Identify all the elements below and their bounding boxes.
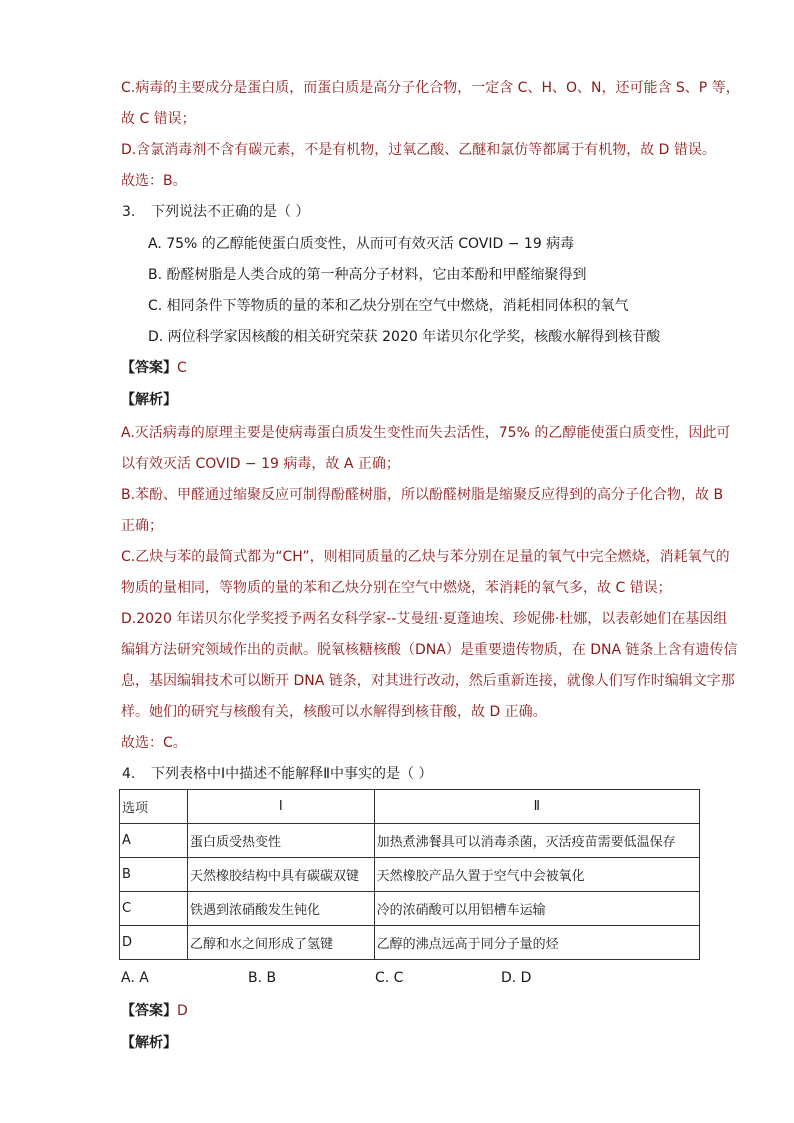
table-row [120, 824, 700, 858]
answer-label: 【答案】 [121, 360, 177, 376]
table-cell: 乙醇的沸点远高于同分子量的烃 [374, 926, 699, 960]
analysis-label: 【解析】 [121, 392, 177, 408]
table-cell: 天然橡胶产品久置于空气中会被氧化 [374, 858, 699, 892]
table-header-cell: Ⅰ [187, 790, 374, 824]
text-line: 故选：B。 [121, 173, 187, 189]
question-number: 4. [122, 766, 136, 782]
question-number: 3. [122, 204, 136, 220]
option-b: B. 酚醛树脂是人类合成的第一种高分子材料，它由苯酚和甲醛缩聚得到 [148, 267, 587, 283]
option-a: A. 75% 的乙醇能使蛋白质变性，从而可有效灭活 COVID − 19 病毒 [148, 236, 575, 252]
choice-b: B. B [248, 970, 277, 986]
choice-d: D. D [501, 970, 532, 986]
analysis-line: 物质的量相同，等物质的量的苯和乙炔分别在空气中燃烧，苯消耗的氧气多，故 C 错误； [121, 580, 672, 596]
question-stem: 下列说法不正确的是（ ） [151, 204, 310, 220]
analysis-line: B.苯酚、甲醛通过缩聚反应可制得酚醛树脂，所以酚醛树脂是缩聚反应得到的高分子化合物，故 B [121, 487, 724, 503]
choice-a: A. A [121, 970, 149, 986]
table-cell: 加热煮沸餐具可以消毒杀菌，灭活疫苗需要低温保存 [374, 824, 699, 858]
analysis-line: D.2020 年诺贝尔化学奖授予两名女科学家--艾曼纽·夏蓬迪埃、珍妮佛·杜娜，以表彰她们在基因组 [121, 611, 728, 627]
text-line: C.病毒的主要成分是蛋白质，而蛋白质是高分子化合物，一定含 C、H、O、N，还可能含 S、P 等， [121, 80, 740, 96]
choice-c: C. C [375, 970, 404, 986]
table-row [120, 858, 700, 892]
analysis-line: 样。她们的研究与核酸有关，核酸可以水解得到核苷酸，故 D 正确。 [121, 704, 547, 720]
analysis-line: A.灭活病毒的原理主要是使病毒蛋白质发生变性而失去活性，75% 的乙醇能使蛋白质变性，因此可 [121, 425, 731, 441]
analysis-label: 【解析】 [121, 1035, 177, 1051]
table-cell: A [120, 824, 188, 858]
table-header-cell: 选项 [120, 790, 188, 824]
text-line: 故 C 错误； [121, 111, 196, 127]
final-answer: 故选：C。 [121, 735, 187, 751]
answer-row [121, 1002, 188, 1020]
table-cell: B [120, 858, 188, 892]
text-line: D.含氯消毒剂不含有碳元素，不是有机物，过氧乙酸、乙醚和氯仿等都属于有机物，故 D 错误。 [121, 142, 716, 158]
table-cell: 铁遇到浓硝酸发生钝化 [187, 892, 374, 926]
table-cell: 蛋白质受热变性 [187, 824, 374, 858]
analysis-line: 以有效灭活 COVID − 19 病毒，故 A 正确； [121, 456, 400, 472]
answer-value: D [177, 1003, 188, 1019]
analysis-line: 息，基因编辑技术可以断开 DNA 链条，对其进行改动，然后重新连接，就像人们写作时编辑文字那 [121, 673, 735, 689]
answer-row [121, 359, 187, 377]
option-d: D. 两位科学家因核酸的相关研究荣获 2020 年诺贝尔化学奖，核酸水解得到核苷酸 [148, 329, 661, 345]
table-cell: 乙醇和水之间形成了氢键 [187, 926, 374, 960]
table-header-cell: Ⅱ [374, 790, 699, 824]
table-cell: D [120, 926, 188, 960]
table-cell: 天然橡胶结构中具有碳碳双键 [187, 858, 374, 892]
option-c: C. 相同条件下等物质的量的苯和乙炔分别在空气中燃烧，消耗相同体积的氧气 [148, 298, 629, 314]
table-header-row [120, 790, 700, 824]
answer-label: 【答案】 [121, 1003, 177, 1019]
table-row [120, 892, 700, 926]
table-row [120, 926, 700, 960]
analysis-line: 编辑方法研究领域作出的贡献。脱氧核糖核酸（DNA）是重要遗传物质，在 DNA 链条上含有遗传信 [121, 642, 738, 658]
options-table [119, 789, 700, 960]
question-stem: 下列表格中Ⅰ中描述不能解释Ⅱ中事实的是（ ） [151, 766, 433, 782]
analysis-line: 正确； [121, 518, 163, 534]
analysis-line: C.乙炔与苯的最简式都为“CH”，则相同质量的乙炔与苯分别在足量的氧气中完全燃烧，消耗氧气的 [121, 549, 730, 565]
answer-value: C [177, 360, 187, 376]
table-cell: 冷的浓硝酸可以用铝槽车运输 [374, 892, 699, 926]
table-cell: C [120, 892, 188, 926]
